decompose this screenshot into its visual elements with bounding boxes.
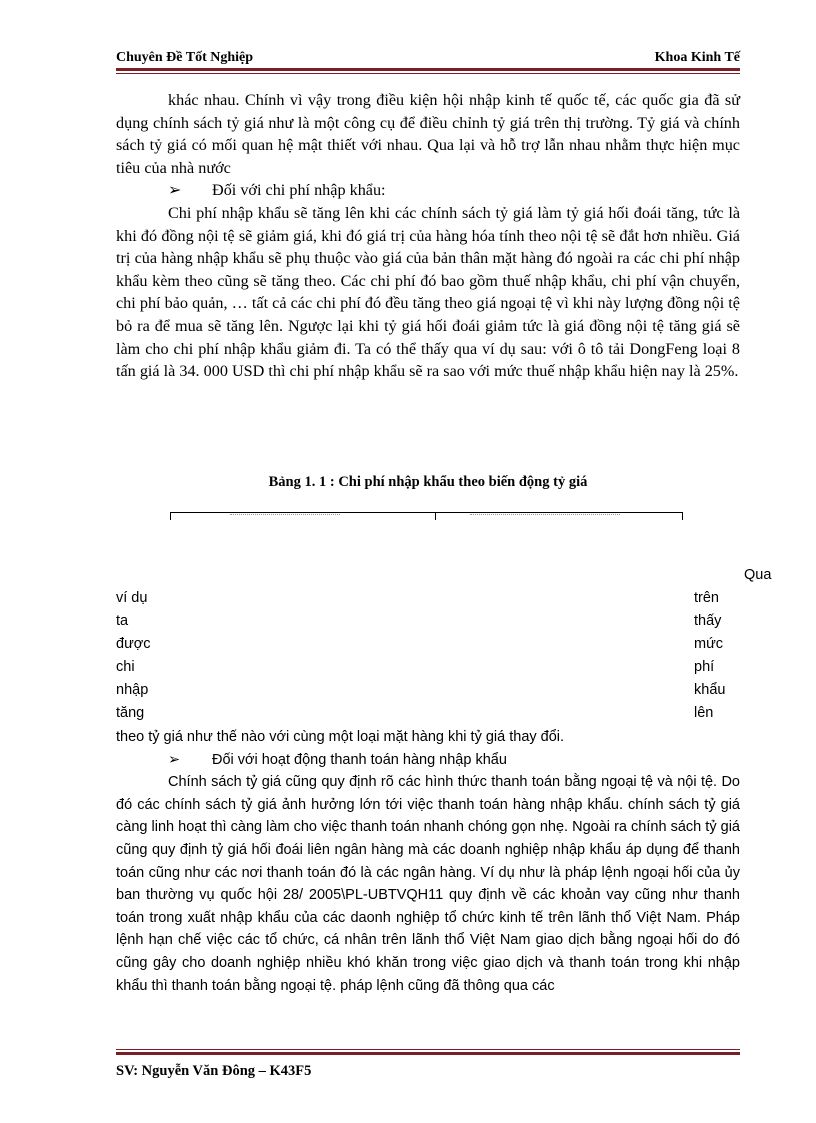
table-left-border: [170, 512, 171, 520]
scattered-right-word: lên: [694, 705, 714, 721]
footer-rule-thin: [116, 1049, 740, 1050]
bullet-arrow-icon: ➢: [168, 181, 182, 200]
scattered-right-word: phí: [694, 659, 715, 675]
table-cut-header-left: [230, 514, 340, 518]
bullet-arrow-icon: ➢: [168, 751, 181, 768]
table-cut-header-right: [470, 514, 620, 518]
upper-body: [116, 89, 740, 383]
scattered-left-word: chi: [116, 659, 135, 675]
table-middle-border: [435, 512, 436, 520]
table-top-border: [170, 512, 682, 513]
scattered-right-word: trên: [694, 590, 719, 606]
lower-body: [116, 726, 740, 997]
scattered-left-word: ta: [116, 613, 129, 629]
page-footer: SV: Nguyễn Văn Đông – K43F5: [116, 1063, 312, 1079]
page-header: [116, 48, 740, 70]
paragraph-payment: Chính sách tỷ giá cũng quy định rõ các hình thức thanh toán bằng ngoại tệ và nội tệ. Do đó các chính sách tỷ giá ảnh hưởng lớn tới việc thanh toán hàng nhập khẩu. chính sách tỷ giá càng linh hoạt thì càng làm cho việc thanh toán nhanh chóng gọn nhẹ. Ngoài ra chính sách tỷ giá cũng quy định tỷ giá hối đoái liên ngân hàng mà các doanh nghiệp nhập khẩu áp dụng để thanh toán cũng như các nơi thanh toán đó là các ngân hàng. Ví dụ như là pháp lệnh ngoại hối của ủy ban thường vụ quốc hội 28/ 2005\PL-UBTVQH11 quy định về các khoản vay cũng như thanh toán trong xuất nhập khẩu của các daonh nghiệp tổ chức kinh tế trên lãnh thổ Việt Nam. Pháp lệnh hạn chế việc các tổ chức, cá nhân trên lãnh thổ Việt Nam giao dịch bằng ngoại hối do đó cũng gây cho doanh nghiệp nhiều khó khăn trong việc giao dịch và thanh toán trong khi nhập khẩu thì thanh toán bằng ngoại tệ. pháp lệnh cũng đã thông qua các: [116, 774, 740, 994]
scattered-right-word: khẩu: [694, 682, 726, 698]
scattered-right-word: mức: [694, 636, 724, 652]
header-rule-thin: [116, 73, 740, 74]
footer-rule-thick: [116, 1052, 740, 1055]
scattered-right-word: thấy: [694, 613, 722, 629]
paragraph-import-cost: Chi phí nhập khẩu sẽ tăng lên khi các chính sách tỷ giá làm tỷ giá hối đoái tăng, tức là khi đó đồng nội tệ sẽ giảm giá, khi đó giá trị của hàng hóa tính theo nội tệ sẽ đắt hơn nhiều. Giá trị của hàng nhập khẩu sẽ phụ thuộc vào giá của bản thân mặt hàng đó ngoài ra các chi phí nhập khẩu kèm theo cũng sẽ tăng theo. Các chi phí đó bao gồm thuế nhập khẩu, chi phí vận chuyển, chi phí bảo quản, … tất cả các chi phí đó đều tăng theo giá ngoại tệ vì khi này lượng đồng nội tệ bỏ ra để mua sẽ tăng lên. Ngược lại khi tỷ giá hối đoái giảm tức là giá đồng nội tệ tăng giá sẽ làm cho chi phí nhập khẩu giảm đi. Ta có thể thấy qua ví dụ sau: với ô tô tải DongFeng loại 8 tấn giá là 34. 000 USD thì chi phí nhập khẩu sẽ ra sao với mức thuế nhập khẩu hiện nay là 25%.: [116, 203, 740, 381]
scattered-left-word: ví dụ: [116, 590, 148, 606]
header-rule-thick: [116, 68, 740, 71]
table-caption: Bảng 1. 1 : Chi phí nhập khẩu theo biến động tỷ giá: [268, 474, 588, 490]
header-title-left: Chuyên Đề Tốt Nghiệp: [116, 50, 254, 65]
scattered-left-word: tăng: [116, 705, 145, 721]
bullet-import-cost-label: Đối với chi phí nhập khẩu:: [212, 181, 386, 200]
table-right-border: [682, 512, 683, 520]
line-after-table: theo tỷ giá như thế nào với cùng một loại mặt hàng khi tỷ giá thay đổi.: [116, 729, 565, 745]
bullet-payment-label: Đối với hoạt động thanh toán hàng nhập khẩu: [212, 751, 507, 768]
bullet-import-cost: [116, 179, 740, 202]
header-title-right: Khoa Kinh Tế: [654, 50, 740, 65]
scattered-left-word: được: [116, 636, 151, 652]
paragraph-intro: khác nhau. Chính vì vậy trong điều kiện hội nhập kinh tế quốc tế, các quốc gia đã sử dụng chính sách tỷ giá như là một công cụ để điều chỉnh tỷ giá trên thị trường. Tỷ giá và chính sách tỷ giá có mối quan hệ mật thiết với nhau. Qua lại và hỗ trợ lẫn nhau nhằm thực hiện mục tiêu của nhà nước: [116, 91, 740, 177]
scattered-word-qua: Qua: [744, 567, 772, 583]
scattered-left-word: nhập: [116, 682, 149, 698]
bullet-payment: [116, 749, 740, 772]
